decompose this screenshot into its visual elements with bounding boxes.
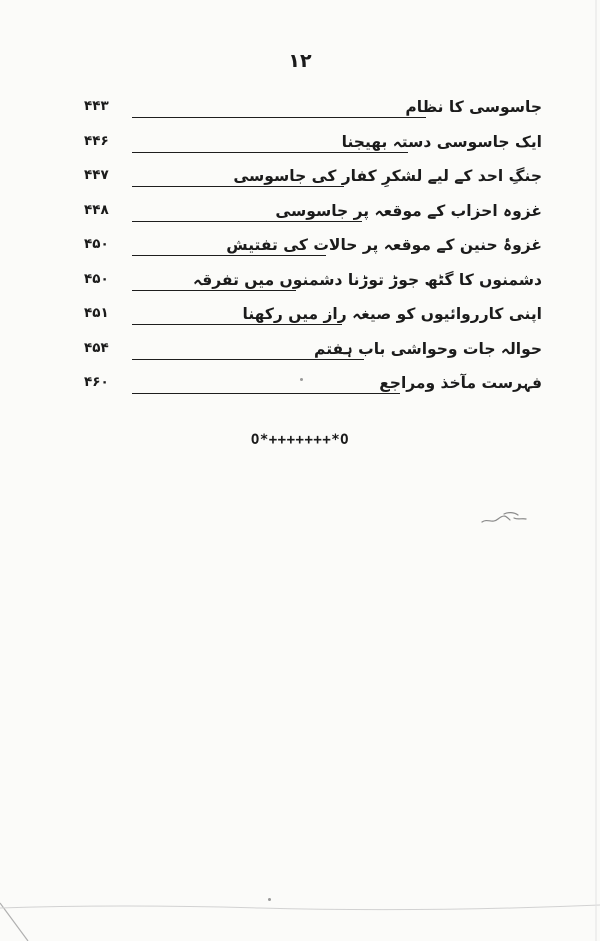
toc-entry-title: اپنی کارروائیوں کو صیغہ راز میں رکھنا bbox=[242, 305, 542, 323]
toc-entry-page: ۴۵۰ bbox=[84, 270, 109, 287]
toc-row bbox=[84, 263, 544, 298]
toc-leader-line bbox=[132, 324, 342, 325]
toc-leader-line bbox=[132, 359, 364, 360]
toc-entry-page: ۴۵۱ bbox=[84, 305, 109, 321]
toc-leader-line bbox=[132, 393, 400, 394]
toc-entry-title: جنگِ احد کے لیے لشکرِ کفار کی جاسوسی bbox=[233, 167, 542, 185]
toc-leader-line bbox=[132, 186, 344, 187]
toc-entry-page: ۴۵۰ bbox=[84, 236, 109, 252]
toc-entry-page: ۴۴۶ bbox=[84, 132, 109, 149]
section-end-ornament: O*+++++++*O bbox=[250, 432, 350, 448]
toc-entry-title: جاسوسی کا نظام bbox=[405, 98, 542, 116]
toc-entry-title: ایک جاسوسی دستہ بھیجنا bbox=[341, 132, 542, 151]
toc-entry-title: دشمنوں کا گٹھ جوڑ توڑنا دشمنوں میں تفرقہ bbox=[193, 270, 542, 289]
toc-leader-line bbox=[132, 152, 408, 153]
toc-entry-title: حوالہ جات وحواشی باب ہفتم bbox=[314, 339, 542, 358]
toc-entry-title: غزوۂ حنین کے موقعہ پر حالات کی تفتیش bbox=[226, 236, 542, 254]
toc-entry-title: غزوہ احزاب کے موقعہ پر جاسوسی bbox=[275, 201, 542, 220]
toc-row bbox=[84, 90, 544, 125]
toc-row bbox=[84, 125, 544, 160]
toc-row bbox=[84, 159, 544, 194]
paper-speck bbox=[268, 898, 271, 901]
toc-leader-line bbox=[132, 290, 296, 291]
toc-row bbox=[84, 366, 544, 401]
paper-speck bbox=[300, 378, 303, 381]
table-of-contents bbox=[84, 90, 544, 401]
page-number: ۱۲ bbox=[288, 50, 312, 72]
toc-row bbox=[84, 297, 544, 332]
toc-entry-page: ۴۴۳ bbox=[84, 98, 109, 114]
toc-leader-line bbox=[132, 221, 362, 222]
toc-row bbox=[84, 332, 544, 367]
toc-entry-page: ۴۵۴ bbox=[84, 339, 109, 356]
pen-scribble-mark bbox=[480, 506, 530, 528]
toc-leader-line bbox=[132, 117, 426, 118]
toc-leader-line bbox=[132, 255, 326, 256]
toc-row bbox=[84, 194, 544, 229]
toc-entry-page: ۴۶۰ bbox=[84, 374, 109, 390]
toc-entry-page: ۴۴۸ bbox=[84, 201, 109, 218]
toc-entry-page: ۴۴۷ bbox=[84, 167, 109, 183]
toc-entry-title: فہرست مآخذ ومراجع bbox=[379, 374, 542, 392]
toc-row bbox=[84, 228, 544, 263]
